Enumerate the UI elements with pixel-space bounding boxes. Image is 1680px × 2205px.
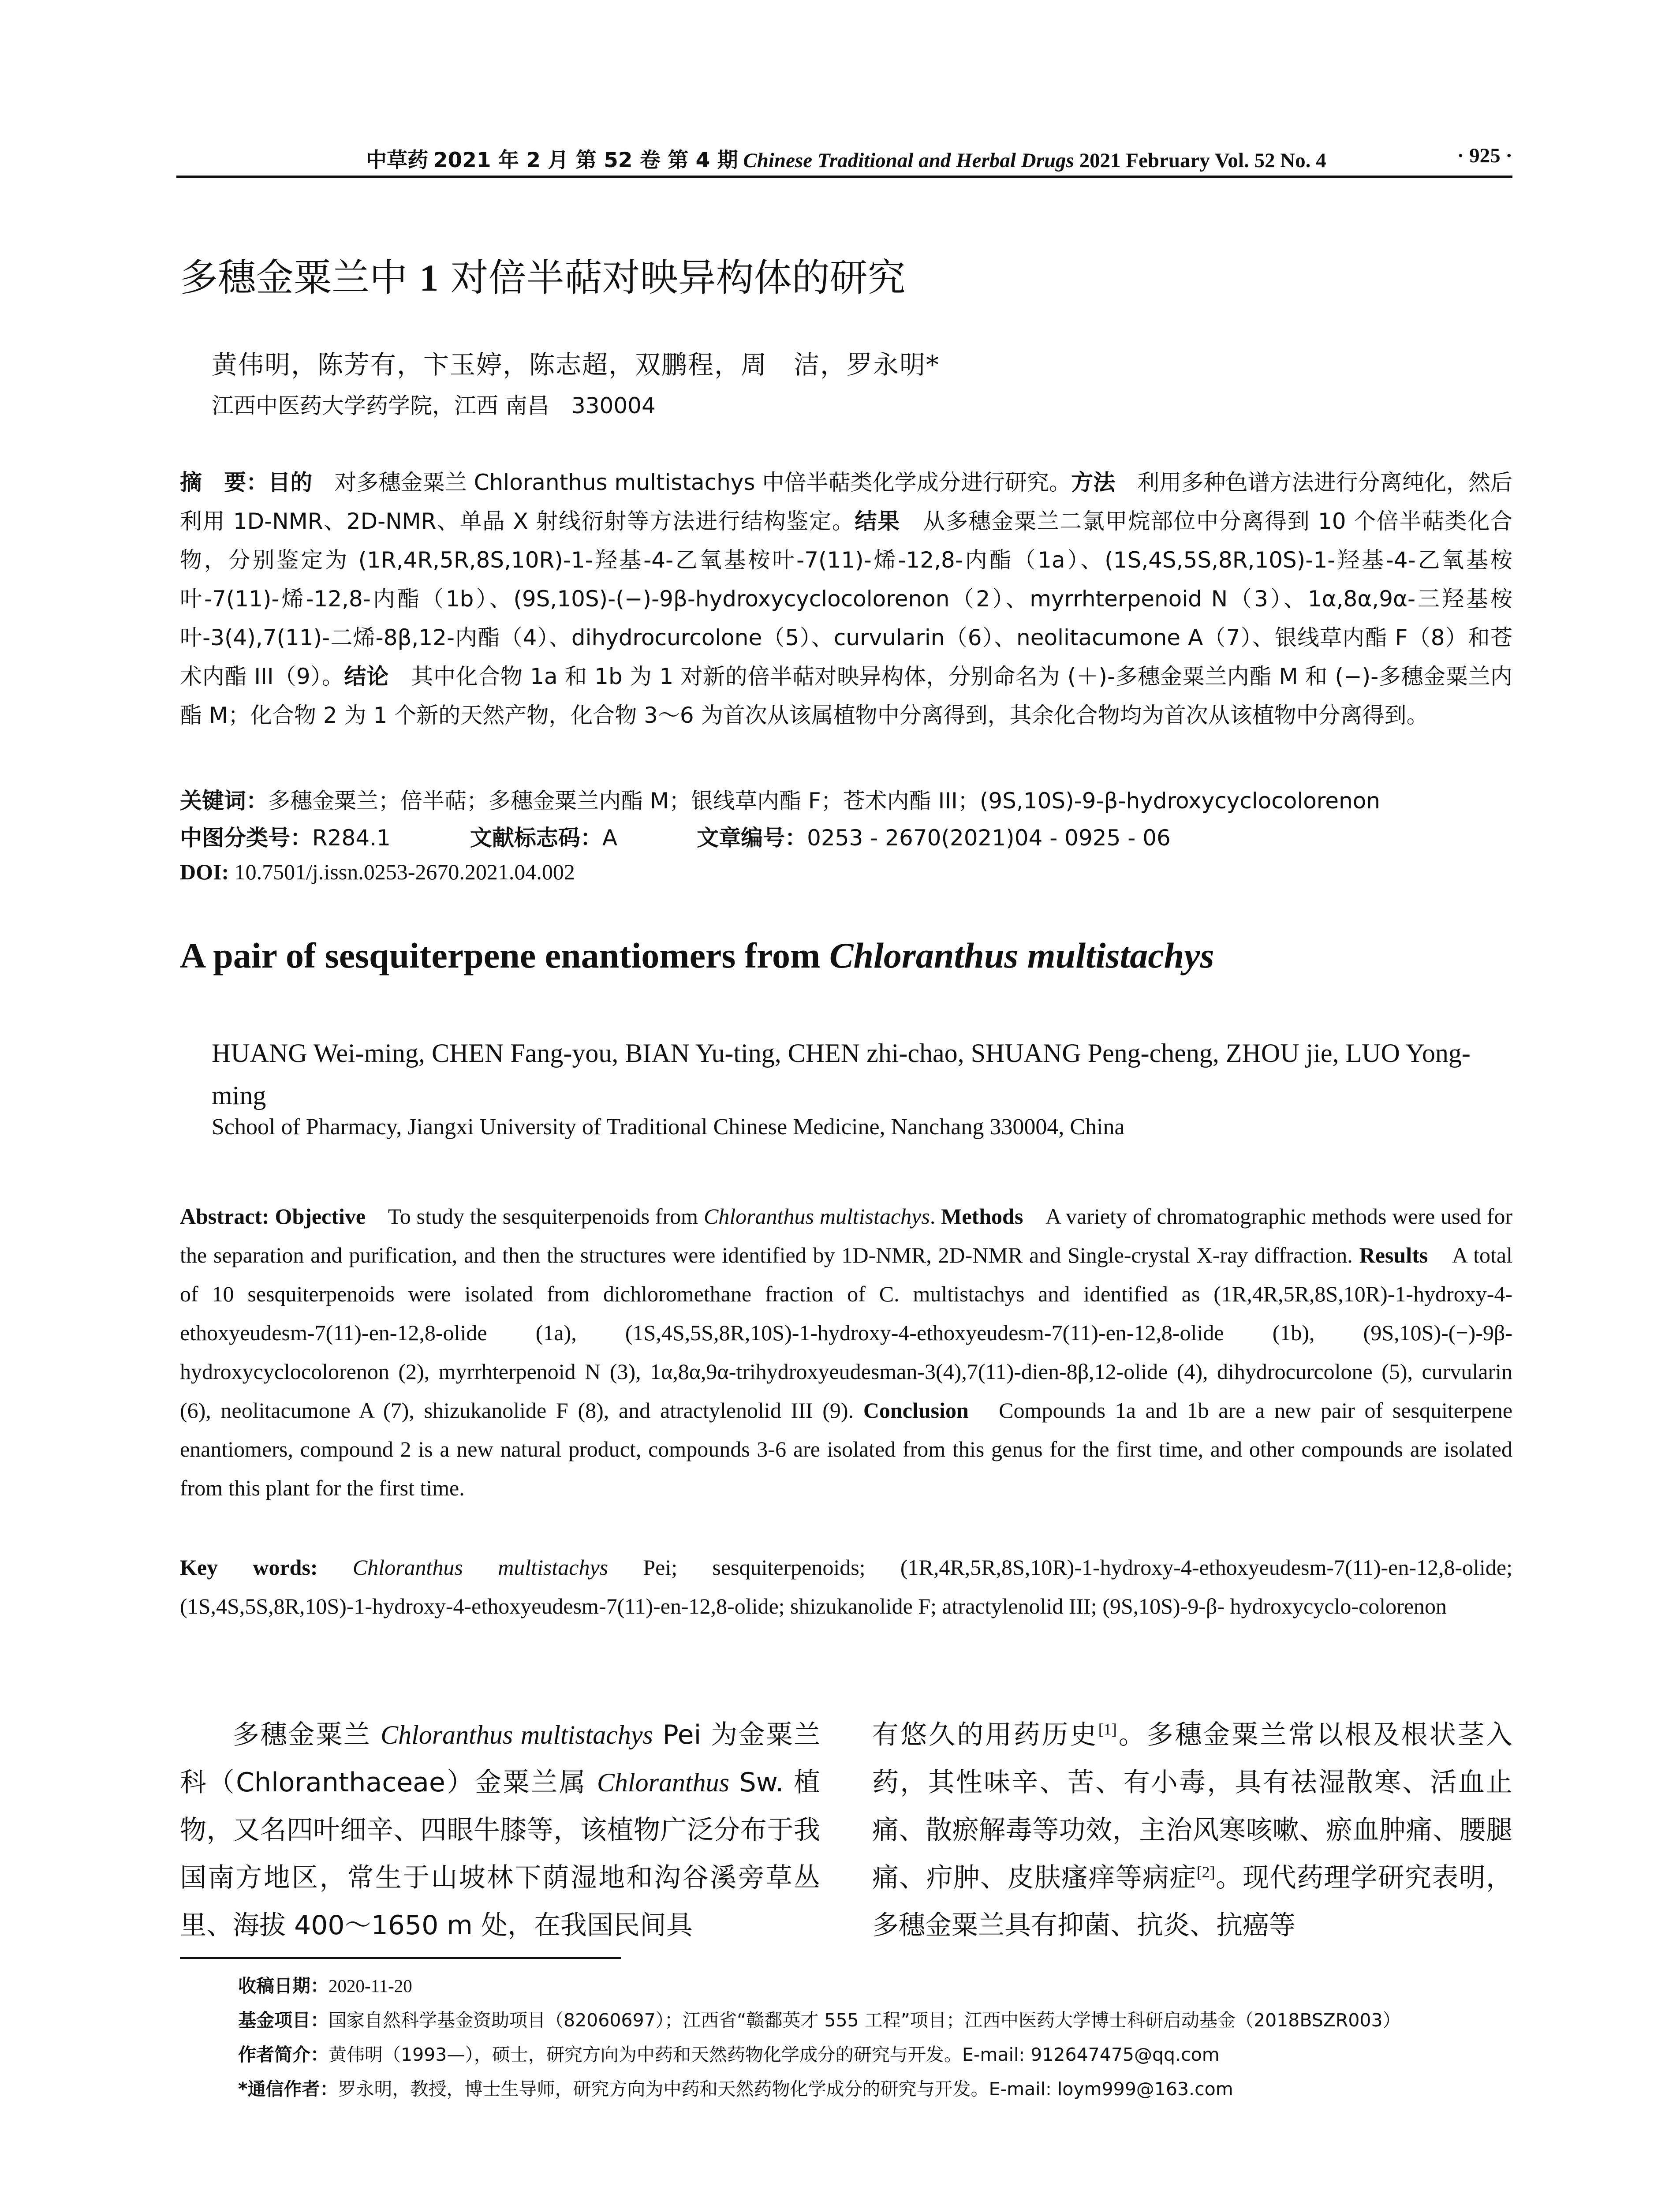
body-right-c: 。现代药理学研究表明，多穗金粟兰具有抑菌、抗炎、抗癌等	[872, 1862, 1513, 1941]
article-number-value: 0253 - 2670(2021)04 - 0925 - 06	[807, 825, 1171, 851]
fund-label: 基金项目：	[238, 2010, 329, 2031]
objective-cn-label: 目的	[268, 470, 313, 495]
doc-code-value: A	[602, 825, 618, 851]
authors-en: HUANG Wei-ming, CHEN Fang-you, BIAN Yu-ting, CHEN zhi-chao, SHUANG Peng-cheng, ZHOU jie, LUO Yong-ming	[212, 1039, 1471, 1110]
title-en-pre: A pair of sesquiterpene enantiomers from	[180, 935, 829, 975]
running-header-text	[366, 144, 1326, 173]
objective-cn: 对多穗金粟兰 Chloranthus multistachys 中倍半萜类化学成分进行研究。	[312, 470, 1071, 495]
authors-cn: 黄伟明，陈芳有，卞玉婷，陈志超，双鹏程，周 洁，罗永明*	[212, 350, 940, 380]
corresponding-label: *通信作者：	[238, 2078, 338, 2100]
title-cn-number: 1	[419, 257, 439, 299]
article-number-label: 文章编号：	[697, 825, 807, 851]
conclusion-en-label: Conclusion	[863, 1398, 969, 1423]
title-en	[180, 935, 1214, 976]
corresponding-text: 罗永明，教授，博士生导师，研究方向为中药和天然药物化学成分的研究与开发。E-mail: loym999@163.com	[338, 2078, 1233, 2100]
footnote-received	[238, 1971, 412, 1997]
body-left-species: Chloranthus multistachys	[381, 1720, 653, 1749]
author-bio-text: 黄伟明（1993—），硕士，研究方向为中药和天然药物化学成分的研究与开发。E-mail: 912647475@qq.com	[329, 2044, 1220, 2065]
issue-date-cn: 2021 年 2 月 第 52 卷 第 4 期	[433, 148, 738, 172]
objective-en-b: .	[930, 1204, 936, 1229]
objective-en-species: Chloranthus multistachys	[703, 1204, 930, 1229]
doi-value: 10.7501/j.issn.0253-2670.2021.04.002	[234, 860, 575, 884]
reference-1: [1]	[1098, 1720, 1117, 1738]
journal-name-en: Chinese Traditional and Herbal Drugs	[743, 149, 1074, 172]
conclusion-en: Compounds 1a and 1b are a new pair of sesquiterpene enantiomers, compound 2 is a new natural product, compounds 3-6 are isolated from this genus for the first time, and other compounds are isolated from this plant for the first time.	[180, 1398, 1513, 1500]
body-right-a: 有悠久的用药历史	[872, 1719, 1098, 1750]
header-rule	[176, 176, 1512, 178]
classification-line	[180, 820, 1171, 852]
received-date: 2020-11-20	[329, 1976, 412, 1996]
abstract-cn	[180, 463, 1512, 735]
journal-name-cn: 中草药	[366, 148, 428, 172]
doi-line	[180, 859, 575, 885]
keywords-cn	[180, 781, 1512, 820]
methods-cn-label: 方法	[1071, 470, 1116, 495]
results-cn: 从多穗金粟兰二氯甲烷部位中分离得到 10 个倍半萜类化合物，分别鉴定为 (1R,4R,5R,8S,10R)-1-羟基-4-乙氧基桉叶-7(11)-烯-12,8-内酯（1a）、(1S,4S,5S,8R,10S)-1-羟基-4-乙氧基桉叶-7(11)-烯-12,8-内酯（1b）、(9S,10S)-(−)-9β-hydroxycyclocolorenon（2）、myrrhterpenoid N（3）、1α,8α,9α-三羟基桉叶-3(4),7(11)-二烯-8β,12-内酯（4）、dihydrocurcolone（5）、curvularin（6）、neolitacumone A（7）、银线草内酯 F（8）和苍术内酯 III（9）。	[180, 508, 1512, 689]
body-left-b: Pei 为金粟兰科（Chloranthaceae）金粟兰属	[180, 1719, 821, 1798]
affiliation-cn: 江西中医药大学药学院，江西 南昌 330004	[212, 393, 656, 419]
doc-code-label: 文献标志码：	[470, 825, 602, 851]
abstract-en-label: Abstract: Objective	[180, 1204, 366, 1229]
clc-value: R284.1	[312, 825, 391, 851]
doi-label: DOI:	[180, 860, 229, 884]
results-en: A total of 10 sesquiterpenoids were isolated from dichloromethane fraction of C. multistachys and identified as (1R,4R,5R,8S,10R)-1-hydroxy-4-ethoxyeudesm-7(11)-en-12,8-olide (1a), (1S,4S,5S,8R,10S)-1-hydroxy-4-ethoxyeudesm-7(11)-en-12,8-olide (1b), (9S,10S)-(−)-9β-hydroxycyclocolorenon (2), myrrhterpenoid N (3), 1α,8α,9α-trihydroxyeudesman-3(4),7(11)-dien-8β,12-olide (4), dihydrocurcolone (5), curvularin (6), neolitacumone A (7), shizukanolide F (8), and atractylenolid III (9).	[180, 1243, 1513, 1423]
received-label: 收稿日期：	[238, 1975, 329, 1996]
keywords-en-label: Key words:	[180, 1555, 318, 1580]
keywords-en-species: Chloranthus multistachys	[352, 1555, 609, 1580]
title-cn-pre: 多穗金粟兰中	[180, 256, 420, 300]
abstract-cn-label: 摘 要：	[180, 470, 269, 495]
body-right-b: 。多穗金粟兰常以根及根状茎入药，其性味辛、苦、有小毒，具有祛湿散寒、活血止痛、散瘀解毒等功效，主治风寒咳嗽、瘀血肿痛、腰腿痛、疖肿、皮肤瘙痒等病症	[872, 1719, 1513, 1893]
title-cn-post: 对倍半萜对映异构体的研究	[438, 256, 906, 300]
footnote-fund	[238, 2006, 1401, 2032]
keywords-en-text: Pei; sesquiterpenoids; (1R,4R,5R,8S,10R)-1-hydroxy-4-ethoxyeudesm-7(11)-en-12,8-olide; (1S,4S,5S,8R,10S)-1-hydroxy-4-ethoxyeudesm-7(11)-en-12,8-olide; shizukanolide F; atractylenolid III; (9S,10S)-9-β- hydroxycyclo-colorenon	[180, 1555, 1513, 1618]
author-bio-label: 作者简介：	[238, 2044, 329, 2065]
methods-en-label: Methods	[941, 1204, 1023, 1229]
body-column-right	[872, 1711, 1512, 1949]
body-column-left	[180, 1711, 820, 1949]
title-cn	[180, 247, 906, 302]
keywords-en	[180, 1548, 1512, 1626]
footnote-rule	[180, 1957, 621, 1959]
reference-2: [2]	[1196, 1863, 1215, 1881]
affiliation-en: School of Pharmacy, Jiangxi University of Traditional Chinese Medicine, Nanchang 330004, China	[212, 1114, 1125, 1140]
footnote-corresponding	[238, 2074, 1233, 2100]
results-cn-label: 结果	[855, 508, 900, 534]
keywords-cn-label: 关键词：	[180, 788, 268, 814]
page-number: · 925 ·	[1457, 144, 1512, 167]
abstract-en	[180, 1197, 1512, 1507]
methods-cn: 利用多种色谱方法进行分离纯化，然后利用 1D-NMR、2D-NMR、单晶 X 射线衍射等方法进行结构鉴定。	[180, 470, 1513, 534]
keywords-cn-text: 多穗金粟兰；倍半萜；多穗金粟兰内酯 M；银线草内酯 F；苍术内酯 III；(9S,10S)-9-β-hydroxycyclocolorenon	[268, 788, 1380, 814]
clc-label: 中图分类号：	[180, 825, 312, 851]
conclusion-cn-label: 结论	[344, 664, 389, 689]
body-left-a: 多穗金粟兰	[233, 1719, 381, 1750]
running-header	[176, 141, 1512, 176]
footnote-author	[238, 2040, 1220, 2066]
body-left-genus: Chloranthus	[597, 1768, 729, 1797]
results-en-label: Results	[1359, 1243, 1428, 1267]
title-en-species: Chloranthus multistachys	[829, 935, 1214, 975]
conclusion-cn: 其中化合物 1a 和 1b 为 1 对新的倍半萜对映异构体，分别命名为 (＋)-多穗金粟兰内酯 M 和 (−)-多穗金粟兰内酯 M；化合物 2 为 1 个新的天然产物，化合物 3～6 为首次从该属植物中分离得到，其余化合物均为首次从该植物中分离得到。	[180, 664, 1512, 728]
methods-en: A variety of chromatographic methods were used for the separation and purification, and then the structures were identified by 1D-NMR, 2D-NMR and Single-crystal X-ray diffraction.	[180, 1204, 1513, 1267]
fund-text: 国家自然科学基金资助项目（82060697）；江西省“赣鄱英才 555 工程”项目；江西中医药大学博士科研启动基金（2018BSZR003）	[329, 2010, 1401, 2031]
objective-en-a: To study the sesquiterpenoids from	[366, 1204, 704, 1229]
issue-date-en: 2021 February Vol. 52 No. 4	[1079, 149, 1326, 172]
body-left-c: Sw. 植物，又名四叶细辛、四眼牛膝等，该植物广泛分布于我国南方地区，常生于山坡林下荫湿地和沟谷溪旁草丛里、海拔 400～1650 m 处，在我国民间具	[180, 1767, 820, 1941]
